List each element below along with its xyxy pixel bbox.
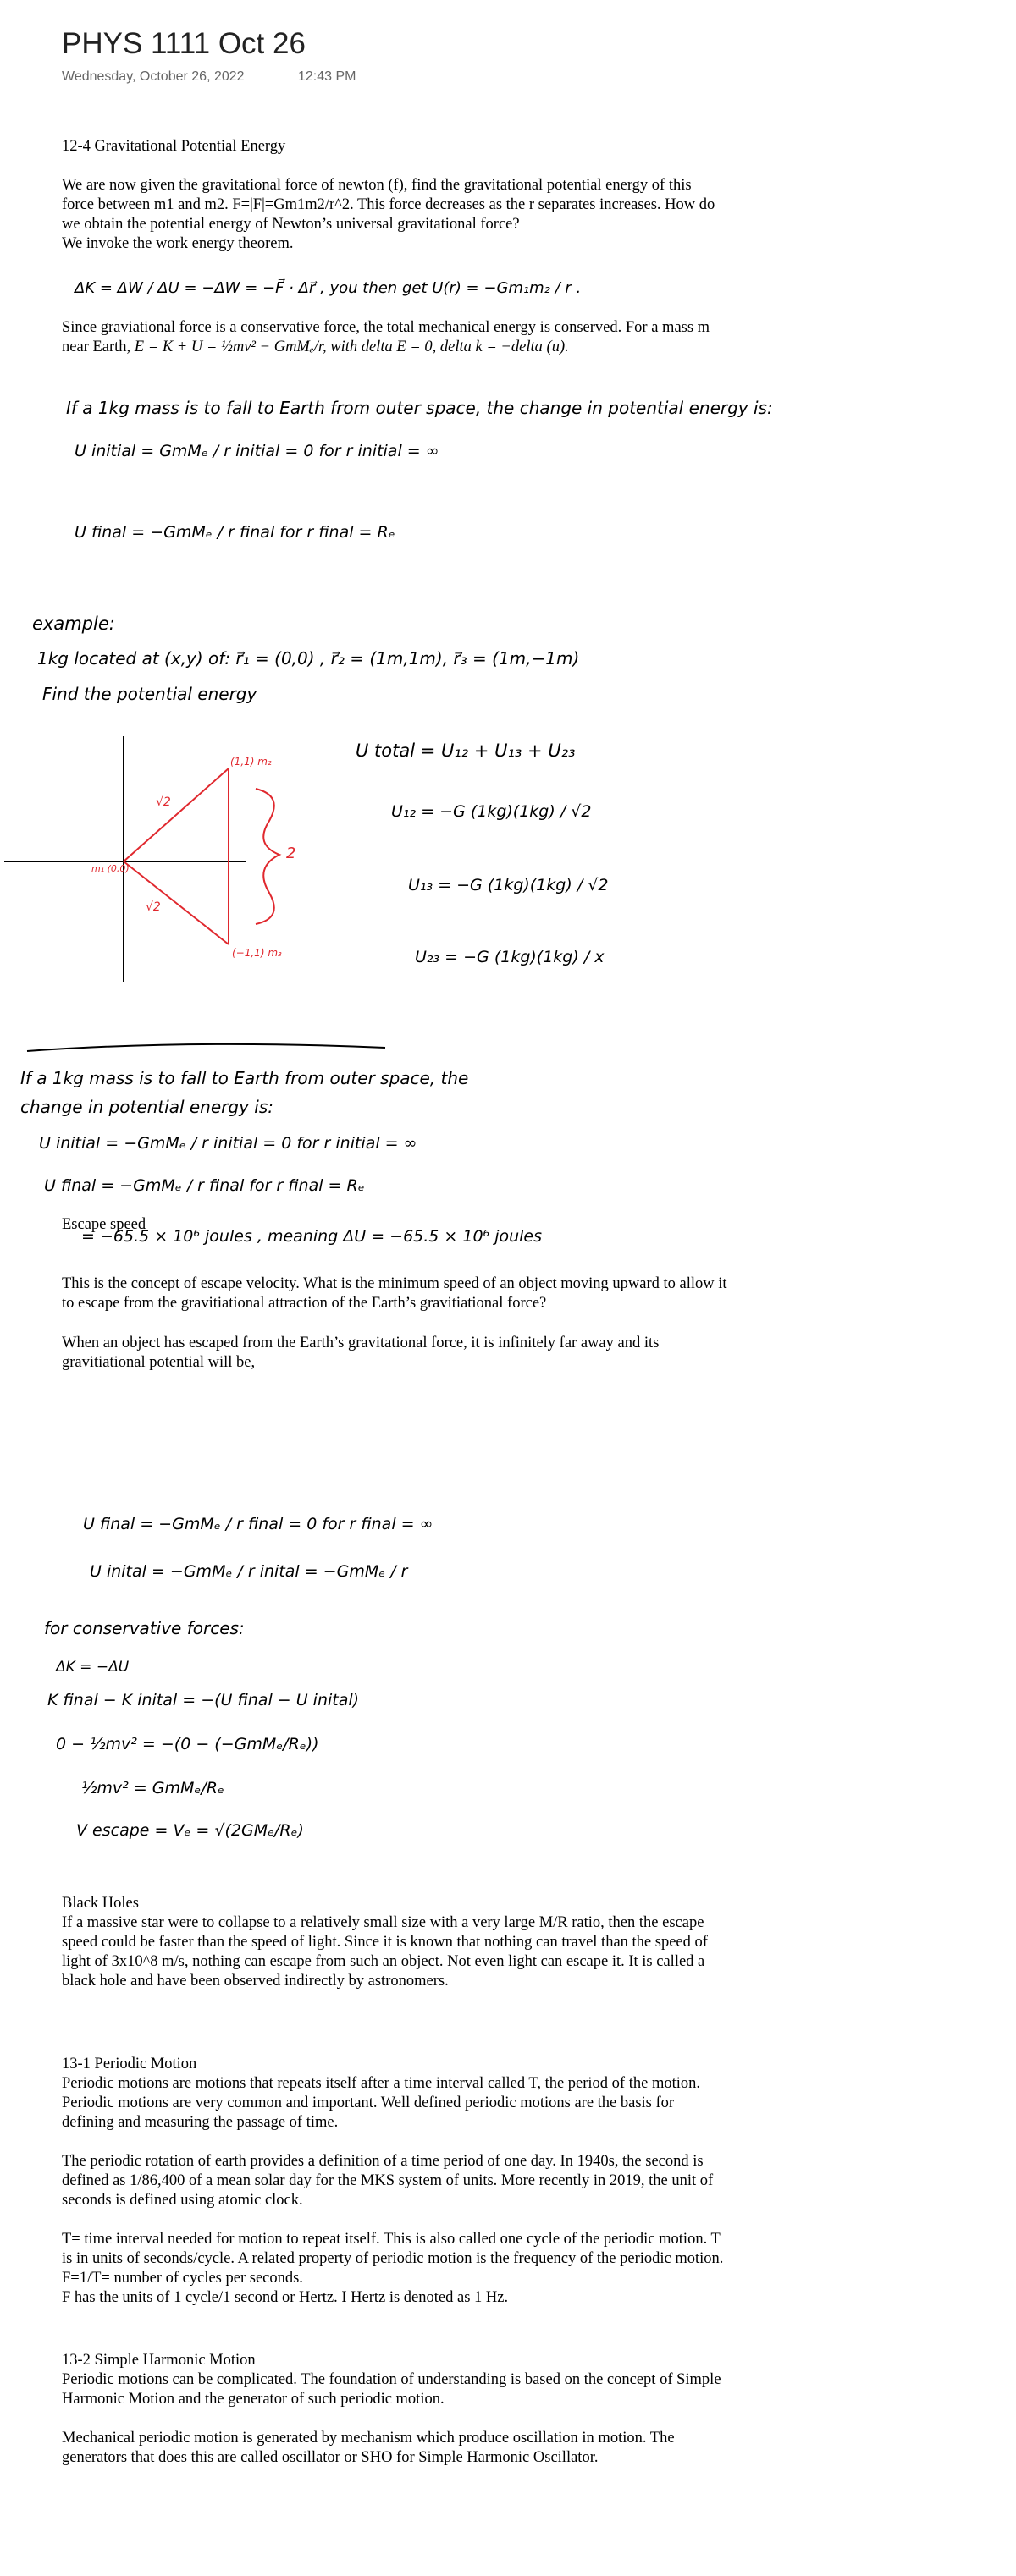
escape-u-final: U final = −GmMₑ / r final = 0 for r final = ∞ (83, 1515, 433, 1533)
brace (256, 789, 279, 924)
point-label-m1: m₁ (0,0) (91, 863, 130, 874)
note-time: 12:43 PM (298, 69, 356, 84)
section-heading-12-4: 12-4 Gravitational Potential Energy (62, 138, 286, 155)
paragraph-line: F=1/T= number of cycles per seconds. (62, 2270, 303, 2287)
paragraph-line: defined as 1/86,400 of a mean solar day for the MKS system of units. More recently in 2019, the unit of (62, 2172, 714, 2189)
side-label-2: 2 (286, 845, 296, 862)
paragraph-line: We are now given the gravitational force of newton (f), find the gravitational potential energy of this (62, 177, 692, 194)
paragraph-line: Harmonic Motion and the generator of such periodic motion. (62, 2391, 444, 2408)
paragraph-line: seconds is defined using atomic clock. (62, 2192, 303, 2209)
section-heading: Black Holes (62, 1895, 139, 1912)
point-label-m3: (−1,1) m₃ (232, 947, 282, 959)
conservative-force-text (62, 318, 908, 357)
note-date: Wednesday, October 26, 2022 (62, 69, 245, 84)
section-13-1 (62, 2055, 908, 2308)
handwritten-fall-intro: If a 1kg mass is to fall to Earth from outer space, the change in potential energy is: (66, 398, 773, 418)
section-12-4-paragraph (62, 176, 908, 254)
paragraph-line: When an object has escaped from the Earth’s gravitational force, it is infinitely far away and its (62, 1335, 660, 1351)
black-holes-section (62, 1894, 908, 1991)
handwritten2-intro-line1: If a 1kg mass is to fall to Earth from outer space, the (20, 1068, 469, 1088)
conservative-forces-label: for conservative forces: (44, 1618, 245, 1638)
paragraph-line: near Earth, (62, 339, 131, 355)
escape-eq-kinetic: K final − K inital = −(U final − U inital) (47, 1691, 360, 1709)
triangle-diagram (0, 728, 339, 999)
u-total-equation: U total = U₁₂ + U₁₃ + U₂₃ (356, 740, 576, 761)
escape-eq-substitute: 0 − ½mv² = −(0 − (−GmMₑ/Rₑ)) (56, 1735, 319, 1753)
paragraph-line: Mechanical periodic motion is generated by mechanism which produce oscillation in motion. The (62, 2430, 675, 2447)
paragraph-line: Since graviational force is a conservative force, the total mechanical energy is conserved. For a mass m (62, 319, 710, 336)
example-statement: 1kg located at (x,y) of: r⃗₁ = (0,0) , r⃗₂ = (1m,1m), r⃗₃ = (1m,−1m) (37, 648, 580, 669)
escape-paragraph-2 (62, 1334, 908, 1373)
paragraph-line: light of 3x10^8 m/s, nothing can escape from such an object. Not even light can escape it. It is called a (62, 1953, 705, 1970)
escape-paragraph-1 (62, 1274, 908, 1313)
paragraph-line: generators that does this are called oscillator or SHO for Simple Harmonic Oscillator. (62, 2449, 599, 2466)
example-label: example: (32, 614, 115, 634)
paragraph-line: We invoke the work energy theorem. (62, 235, 294, 252)
paragraph-line: This is the concept of escape velocity. What is the minimum speed of an object moving upward to allow it (62, 1275, 727, 1292)
divider-line (25, 1039, 389, 1056)
handwritten-u-initial: U initial = GmMₑ / r initial = 0 for r initial = ∞ (75, 442, 439, 460)
paragraph-line: speed could be faster than the speed of light. Since it is known that nothing can travel than the speed of (62, 1934, 708, 1951)
paragraph-line: The periodic rotation of earth provides a definition of a time period of one day. In 1940s, the second is (62, 2153, 704, 2170)
paragraph-line: black hole and have been observed indirectly by astronomers. (62, 1973, 449, 1990)
paragraph-line: we obtain the potential energy of Newton’s universal gravitational force? (62, 216, 520, 233)
section-heading: 13-2 Simple Harmonic Motion (62, 2352, 256, 2369)
side-label-sqrt2-bottom: √2 (146, 900, 161, 914)
paragraph-line: Periodic motions are very common and important. Well defined periodic motions are the basis for (62, 2094, 675, 2111)
u23-equation: U₂₃ = −G (1kg)(1kg) / x (415, 948, 605, 966)
paragraph-line: T= time interval needed for motion to repeat itself. This is also called one cycle of the periodic motion. T (62, 2231, 721, 2248)
side-m1-m2 (124, 768, 229, 861)
example-task: Find the potential energy (42, 684, 257, 704)
handwritten2-intro-line2: change in potential energy is: (20, 1097, 273, 1117)
section-heading: 13-1 Periodic Motion (62, 2056, 197, 2072)
handwritten2-u-final: U final = −GmMₑ / r final for r final = Rₑ (44, 1176, 365, 1195)
side-m1-m3 (124, 861, 229, 944)
handwritten-u-final: U final = −GmMₑ / r final for r final = Rₑ (75, 523, 395, 542)
page-title: PHYS 1111 Oct 26 (62, 27, 306, 60)
escape-velocity-equation: V escape = Vₑ = √(2GMₑ/Rₑ) (76, 1821, 304, 1840)
handwritten2-result: = −65.5 × 10⁶ joules , meaning ΔU = −65.5 × 10⁶ joules (81, 1227, 543, 1246)
handwritten2-u-initial: U initial = −GmMₑ / r initial = 0 for r initial = ∞ (39, 1134, 417, 1153)
escape-heading: Escape speed (62, 1216, 146, 1233)
energy-equation: E = K + U = ½mv² − GmMₑ/r, with delta E = 0, delta k = −delta (u). (134, 339, 569, 355)
handwritten-work-energy: ΔK = ΔW / ΔU = −ΔW = −F⃗ · Δr⃗ , you then get U(r) = −Gm₁m₂ / r . (75, 279, 582, 297)
u13-equation: U₁₃ = −G (1kg)(1kg) / √2 (408, 876, 609, 894)
paragraph-line: If a massive star were to collapse to a relatively small size with a very large M/R ratio, then the escape (62, 1914, 704, 1931)
paragraph-line: defining and measuring the passage of time. (62, 2114, 339, 2131)
paragraph-line: to escape from the gravitiational attraction of the Earth’s gravitiational force? (62, 1295, 547, 1312)
side-label-sqrt2-top: √2 (156, 795, 171, 809)
u12-equation: U₁₂ = −G (1kg)(1kg) / √2 (391, 802, 592, 821)
paragraph-line: gravitiational potential will be, (62, 1354, 256, 1371)
point-label-m2: (1,1) m₂ (230, 756, 272, 768)
escape-u-initial: U inital = −GmMₑ / r inital = −GmMₑ / r (90, 1562, 408, 1581)
section-13-2 (62, 2351, 908, 2468)
paragraph-line: is in units of seconds/cycle. A related property of periodic motion is the frequency of the periodic motion. (62, 2250, 724, 2267)
escape-eq-delta: ΔK = −ΔU (56, 1659, 130, 1676)
paragraph-line: Periodic motions are motions that repeats itself after a time interval called T, the period of the motion. (62, 2075, 700, 2092)
paragraph-line: Periodic motions can be complicated. The foundation of understanding is based on the concept of Simple (62, 2371, 721, 2388)
escape-eq-simplified: ½mv² = GmMₑ/Rₑ (81, 1779, 224, 1797)
paragraph-line: force between m1 and m2. F=|F|=Gm1m2/r^2. This force decreases as the r separates increases. How do (62, 196, 715, 213)
paragraph-line: F has the units of 1 cycle/1 second or Hertz. I Hertz is denoted as 1 Hz. (62, 2289, 509, 2306)
